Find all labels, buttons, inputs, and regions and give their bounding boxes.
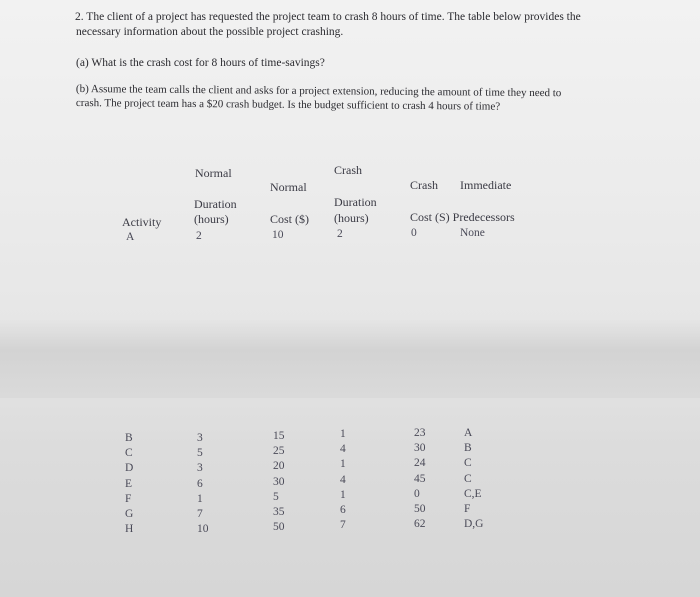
normal-cost-column bbox=[273, 429, 285, 535]
normal-duration-cell: 3 bbox=[197, 432, 203, 444]
activity-cell: H bbox=[125, 523, 134, 536]
crash-duration-cell: 1 bbox=[340, 458, 346, 471]
header-normal: Normal bbox=[195, 166, 232, 180]
question-part-b-line-2: crash. The project team has a $20 crash budget. Is the budget sufficient to crash 4 hours of time? bbox=[75, 96, 501, 113]
question-line-1: 2. The client of a project has requested the project team to crash 8 hours of time. The table below provides the bbox=[75, 11, 581, 23]
crash-cost-cell: 23 bbox=[414, 427, 426, 439]
page-fold-shadow bbox=[0, 318, 700, 398]
header-hours-normal: (hours) bbox=[194, 212, 229, 226]
normal-duration-cell: 7 bbox=[197, 508, 203, 521]
predecessors-cell: D,G bbox=[464, 518, 484, 531]
normal-duration-column bbox=[197, 431, 209, 537]
normal-duration-cell: 5 bbox=[197, 447, 203, 460]
header-crash-cost: Crash bbox=[410, 178, 438, 192]
crash-cost-cell: 24 bbox=[414, 457, 426, 470]
activity-cell: E bbox=[125, 477, 133, 490]
header-activity: Activity bbox=[122, 215, 162, 229]
crash-duration-cell: 1 bbox=[340, 428, 346, 440]
predecessors-cell: F bbox=[464, 503, 471, 516]
normal-cost-cell: 30 bbox=[273, 475, 285, 488]
question-part-b-line-1: (b) Assume the team calls the client and asks for a project extension, reducing the amount of time they need to bbox=[75, 82, 562, 100]
header-cost-crash-predecessors: Cost (S) Predecessors bbox=[410, 210, 515, 224]
normal-cost-cell: 20 bbox=[273, 460, 285, 473]
predecessors-column bbox=[464, 426, 484, 532]
normal-cost-cell: 50 bbox=[273, 521, 285, 534]
crash-duration-cell: 4 bbox=[340, 473, 346, 486]
activity-cell: B bbox=[125, 432, 133, 444]
normal-duration-cell: 1 bbox=[197, 492, 203, 505]
normal-cost-cell: 35 bbox=[273, 506, 285, 519]
crash-duration-column bbox=[340, 427, 346, 533]
crash-cost-cell: 50 bbox=[414, 503, 426, 516]
crash-duration-cell: 4 bbox=[340, 443, 346, 456]
crash-duration-cell: 1 bbox=[340, 488, 346, 501]
normal-duration-cell: 10 bbox=[197, 523, 209, 536]
header-cost-normal: Cost ($) bbox=[270, 212, 309, 226]
row-a-crash-cost: 0 bbox=[411, 227, 417, 239]
header-duration-normal: Duration bbox=[194, 197, 237, 211]
predecessors-cell: C bbox=[464, 457, 472, 470]
crash-cost-column bbox=[414, 426, 426, 532]
crash-cost-cell: 30 bbox=[414, 442, 426, 455]
predecessors-cell: C bbox=[464, 472, 472, 485]
normal-cost-cell: 15 bbox=[273, 430, 285, 442]
crash-cost-cell: 0 bbox=[414, 487, 420, 500]
crash-duration-cell: 7 bbox=[340, 519, 346, 532]
row-a-predecessors: None bbox=[460, 227, 485, 239]
activity-cell: C bbox=[125, 447, 133, 460]
activity-cell: D bbox=[125, 462, 134, 475]
normal-duration-cell: 6 bbox=[197, 477, 203, 490]
header-hours-crash: (hours) bbox=[334, 211, 369, 225]
header-crash: Crash bbox=[334, 163, 362, 177]
activity-column bbox=[125, 431, 133, 537]
row-a-normal-duration: 2 bbox=[196, 230, 202, 242]
crash-cost-cell: 45 bbox=[414, 472, 426, 485]
crash-cost-cell: 62 bbox=[414, 518, 426, 531]
crash-duration-cell: 6 bbox=[340, 504, 346, 517]
question-line-2: necessary information about the possible project crashing. bbox=[76, 26, 344, 38]
normal-duration-cell: 3 bbox=[197, 462, 203, 475]
normal-cost-cell: 5 bbox=[273, 490, 279, 503]
header-duration-crash: Duration bbox=[334, 195, 377, 209]
normal-cost-cell: 25 bbox=[273, 445, 285, 458]
activity-cell: F bbox=[125, 492, 132, 505]
row-a-normal-cost: 10 bbox=[272, 229, 284, 241]
predecessors-cell: B bbox=[464, 442, 472, 455]
predecessors-cell: C,E bbox=[464, 487, 482, 500]
row-a-crash-duration: 2 bbox=[337, 228, 343, 240]
row-a-activity: A bbox=[126, 231, 135, 243]
header-normal-cost: Normal bbox=[270, 180, 307, 194]
question-part-a: (a) What is the crash cost for 8 hours of time-savings? bbox=[76, 57, 325, 69]
header-immediate: Immediate bbox=[460, 178, 512, 192]
activity-cell: G bbox=[125, 508, 134, 521]
predecessors-cell: A bbox=[464, 427, 473, 439]
